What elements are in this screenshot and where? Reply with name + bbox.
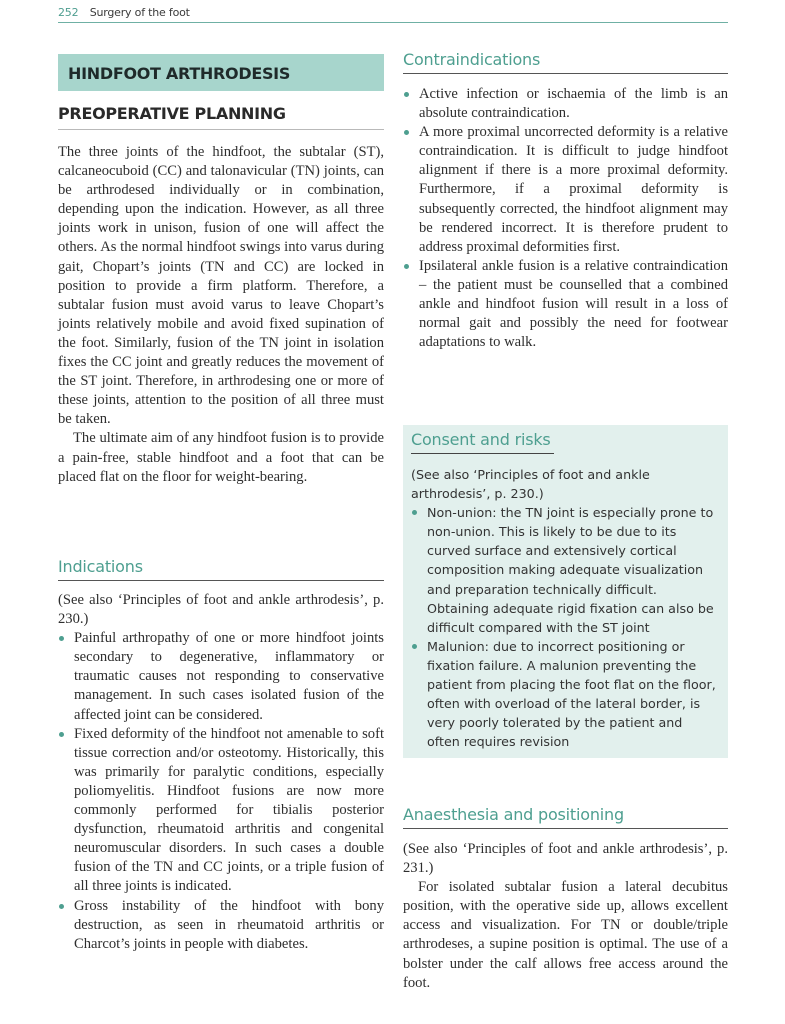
anaesthesia-heading: Anaesthesia and positioning [403,805,728,829]
page-number: 252 [58,6,79,19]
list-item: A more proximal uncorrected deformity is a relative contraindication. It is difficult to judge hindfoot alignment if there is a more proximal deformity. Furthermore, if a proximal deformity is subsequently corrected, the hindfoot alignment may be rendered incorrect. It is therefore prudent to address proximal deformities first. [403,123,728,257]
bullet-icon [404,130,409,135]
indications-see-also: (See also ‘Principles of foot and ankle arthrodesis’, p. 230.) [58,592,384,628]
anaesthesia-see-also: (See also ‘Principles of foot and ankle arthrodesis’, p. 231.) [403,841,728,877]
intro-paragraph-1: The three joints of the hindfoot, the subtalar (ST), calcaneocuboid (CC) and talonavicular (TN) joints, can be arthrodesed individually or in combination, depending upon the indication. However, as all three joints work in unison, fusion of one will affect the others. As the normal hindfoot swings into varus during gait, Chopart’s joints (TN and CC) are locked in position to provide a firm platform. Therefore, a subtalar fusion must avoid varus to leave Chopart’s joints relatively mobile and avoid fixed supination of the foot. Similarly, fusion of the TN joint in isolation fixes the CC joint and greatly reduces the movement of the ST joint. Therefore, in arthrodesing one or more of these joints, attention to the position of all three must be taken. [58,144,384,428]
indications-heading: Indications [58,557,384,581]
consent-list [411,503,716,751]
main-title: HINDFOOT ARTHRODESIS [68,64,291,83]
list-item: Gross instability of the hindfoot with bony destruction, as seen in rheumatoid arthritis or Charcot’s joints in people with diabetes. [58,897,384,954]
list-item: Fixed deformity of the hindfoot not amenable to soft tissue correction and/or osteotomy. Historically, this was primarily for paralytic conditions, especially poliomyelitis. Hindfoot fusions are now more commonly performed for tibialis posterior dysfunction, rheumatoid arthritis and congenital neuromuscular disorders. In such cases a double fusion of the TN and CC joints, or a triple fusion of all three joints is indicated. [58,725,384,897]
list-item: Non-union: the TN joint is especially prone to non-union. This is likely to be due to its curved surface and extensively cortical composition making adequate visualization and preparation technically difficult. Obtaining adequate rigid fixation can also be difficult compared with the ST joint [411,503,716,637]
list-item: Ipsilateral ankle fusion is a relative contraindication – the patient must be counselled that a combined ankle and hindfoot fusion will result in a loss of normal gait and possibly the need for footwear adaptations to walk. [403,257,728,352]
bullet-icon [59,732,64,737]
bullet-icon [59,636,64,641]
list-item: Painful arthropathy of one or more hindfoot joints secondary to degenerative, inflammatory or traumatic causes not responding to conservative management. In such cases isolated fusion of the affected joint can be considered. [58,629,384,724]
indications-section [58,557,384,954]
bullet-icon [412,644,417,649]
consent-see-also: (See also ‘Principles of foot and ankle arthrodesis’, p. 230.) [411,467,650,502]
bullet-icon [412,510,417,515]
bullet-icon [59,904,64,909]
running-head [58,6,728,23]
contraindications-section [403,50,728,352]
indications-list [58,629,384,954]
consent-heading: Consent and risks [411,430,554,454]
bullet-icon [404,92,409,97]
bullet-icon [404,264,409,269]
chapter-title: Surgery of the foot [89,6,190,19]
list-item: Active infection or ischaemia of the limb is an absolute contraindication. [403,85,728,123]
anaesthesia-paragraph: For isolated subtalar fusion a lateral decubitus position, with the operative side up, allows excellent access and visualization. For TN or double/triple arthrodeses, a supine position is optimal. The use of a bolster under the calf allows free access around the foot. [403,879,728,991]
intro-text [58,143,384,487]
list-item: Malunion: due to incorrect positioning or fixation failure. A malunion preventing the patient from placing the foot flat on the floor, often with overload of the lateral border, is very poorly tolerated by the patient and often requires revision [411,637,716,752]
main-title-box [58,54,384,91]
anaesthesia-section [403,805,728,993]
contraindications-list [403,85,728,352]
intro-paragraph-2: The ultimate aim of any hindfoot fusion is to provide a pain-free, stable hindfoot and a foot that can be placed flat on the floor for weight-bearing. [58,430,384,485]
contraindications-heading: Contraindications [403,50,728,74]
sub-title: PREOPERATIVE PLANNING [58,104,384,130]
consent-box [403,425,728,758]
